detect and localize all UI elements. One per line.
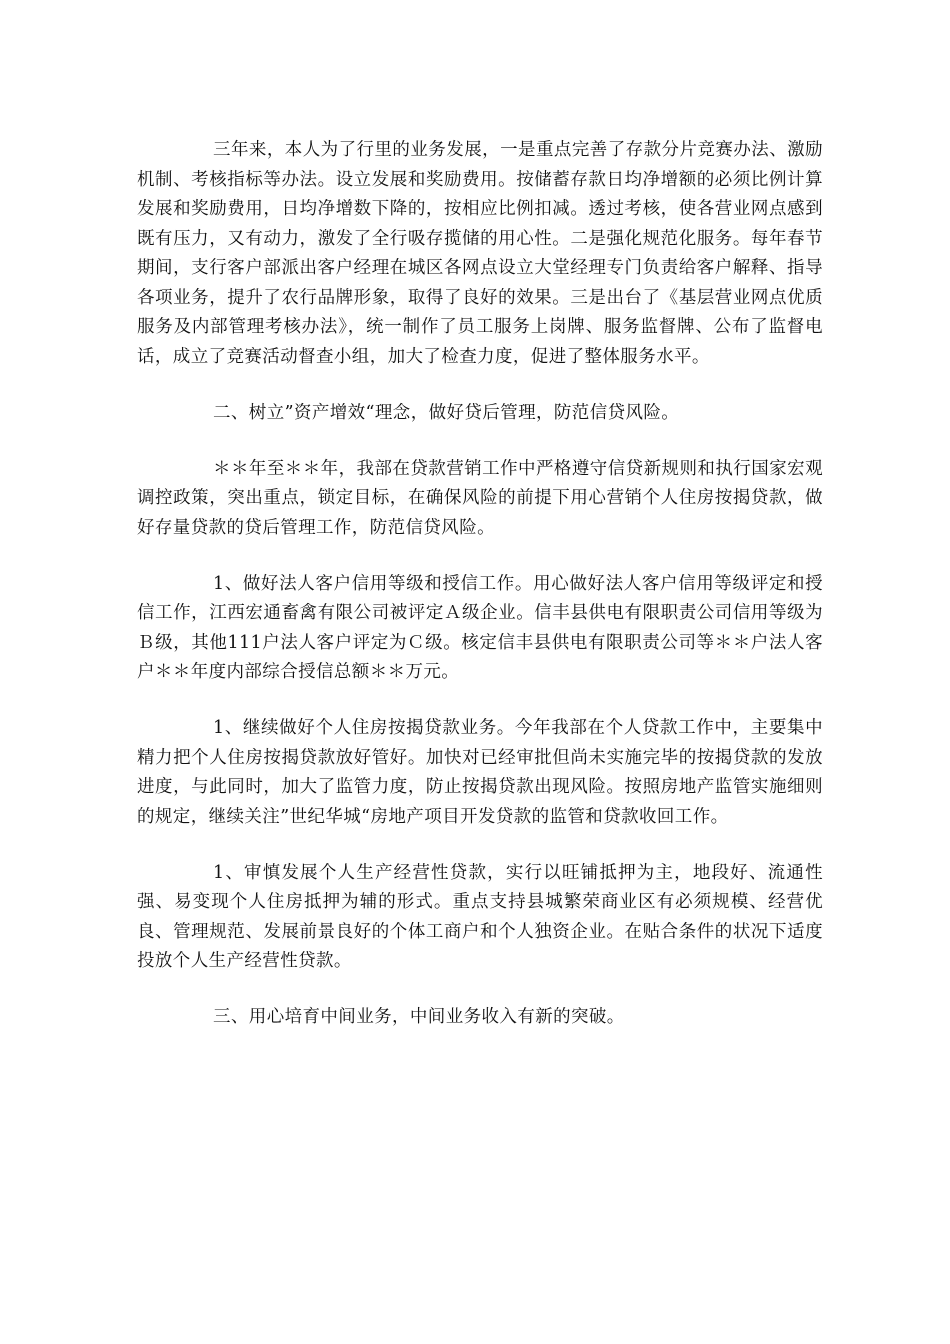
paragraph-3: 1、做好法人客户信用等级和授信工作。用心做好法人客户信用等级评定和授信工作，江西宏通畜禽有限公司被评定Ａ级企业。信丰县供电有限职责公司信用等级为Ｂ级，其他111户法人客户评定为Ｃ级。核定信丰县供电有限职责公司等＊＊户法人客户＊＊年度内部综合授信总额＊＊万元。 xyxy=(137,573,823,682)
section-heading-3: 三、用心培育中间业务，中间业务收入有新的突破。 xyxy=(213,1007,625,1027)
paragraph-4: 1、继续做好个人住房按揭贷款业务。今年我部在个人贷款工作中，主要集中精力把个人住房按揭贷款放好管好。加快对已经审批但尚未实施完毕的按揭贷款的发放进度，与此同时，加大了监管力度，防止按揭贷款出现风险。按照房地产监管实施细则的规定，继续关注”世纪华城“房地产项目开发贷款的监管和贷款收回工作。 xyxy=(137,718,823,827)
paragraph-5: 1、审慎发展个人生产经营性贷款，实行以旺铺抵押为主，地段好、流通性强、易变现个人住房抵押为辅的形式。重点支持县城繁荣商业区有必须规模、经营优良、管理规范、发展前景良好的个体工商户和个人独资企业。在贴合条件的状况下适度投放个人生产经营性贷款。 xyxy=(137,862,823,971)
paragraph-1: 三年来，本人为了行里的业务发展，一是重点完善了存款分片竞赛办法、激励机制、考核指标等办法。设立发展和奖励费用。按储蓄存款日均净增额的必须比例计算发展和奖励费用，日均净增数下降的，按相应比例扣减。透过考核，使各营业网点感到既有压力，又有动力，激发了全行吸存揽储的用心性。二是强化规范化服务。每年春节期间，支行客户部派出客户经理在城区各网点设立大堂经理专门负责给客户解释、指导各项业务，提升了农行品牌形象，取得了良好的效果。三是出台了《基层营业网点优质服务及内部管理考核办法》，统一制作了员工服务上岗牌、服务监督牌、公布了监督电话，成立了竞赛活动督查小组，加大了检查力度，促进了整体服务水平。 xyxy=(137,140,823,367)
paragraph-2: ＊＊年至＊＊年，我部在贷款营销工作中严格遵守信贷新规则和执行国家宏观调控政策，突出重点，锁定目标，在确保风险的前提下用心营销个人住房按揭贷款，做好存量贷款的贷后管理工作，防范信贷风险。 xyxy=(137,458,823,538)
document-body xyxy=(137,136,823,1059)
section-heading-2: 二、树立”资产增效“理念，做好贷后管理，防范信贷风险。 xyxy=(213,402,680,423)
